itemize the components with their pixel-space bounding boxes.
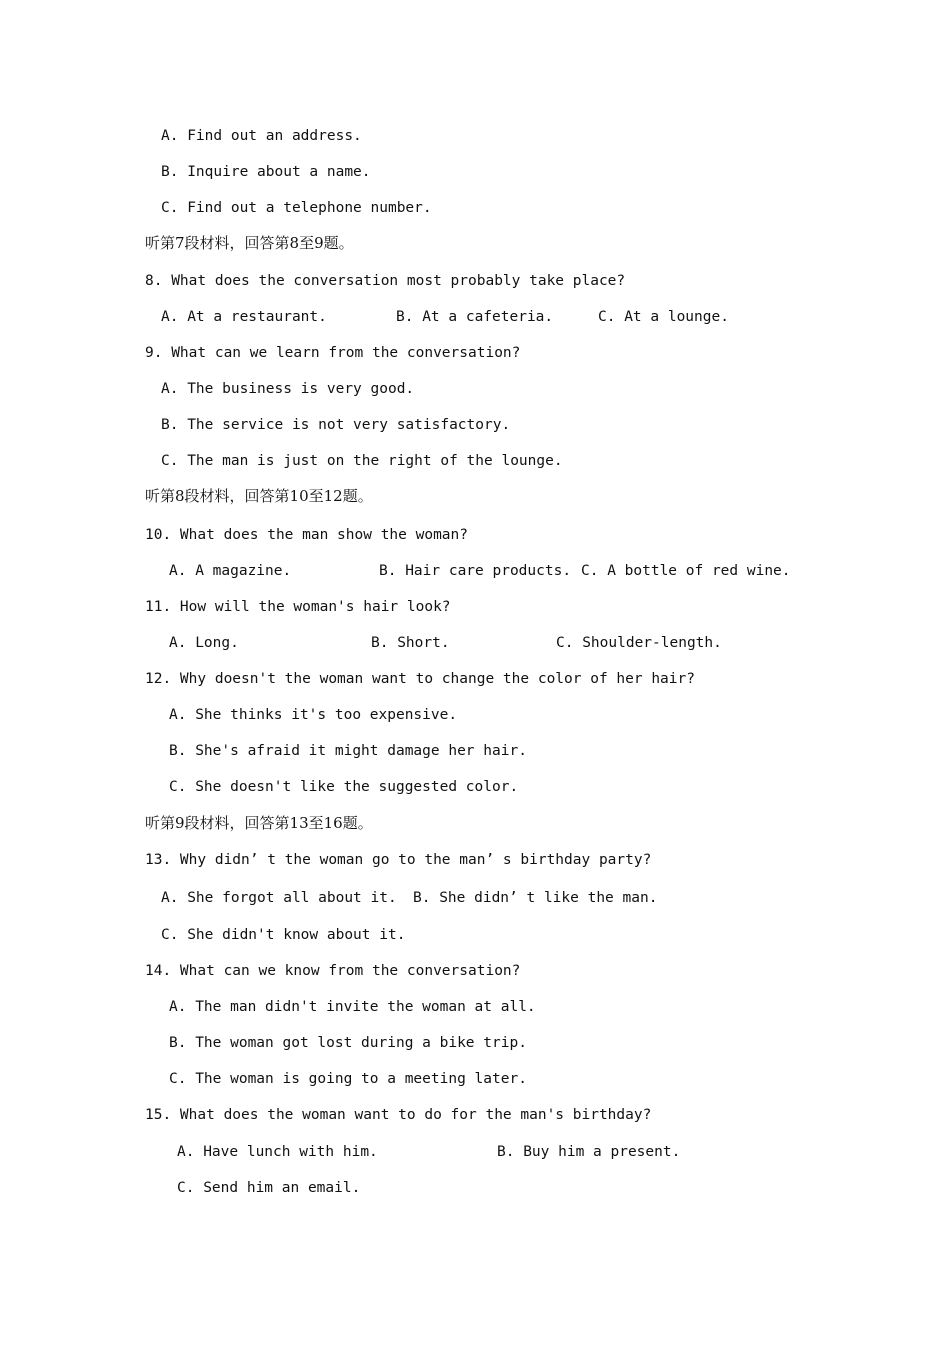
- question-11-option-a: A. Long.: [169, 635, 239, 651]
- line-7-option-b: B. Inquire about a name.: [161, 164, 371, 180]
- question-14-option-c: C. The woman is going to a meeting later.: [169, 1071, 527, 1087]
- question-13-option-c: C. She didn't know about it.: [161, 927, 406, 943]
- question-11-option-c: C. Shoulder-length.: [556, 635, 722, 651]
- question-8: 8. What does the conversation most probably take place?: [145, 273, 626, 289]
- section-heading-8: 听第8段材料，回答第10至12题。: [145, 487, 373, 505]
- question-12-option-b: B. She's afraid it might damage her hair.: [169, 743, 527, 759]
- question-11: 11. How will the woman's hair look?: [145, 599, 451, 615]
- line-7-option-c: C. Find out a telephone number.: [161, 200, 432, 216]
- question-10-option-a: A. A magazine.: [169, 563, 292, 579]
- section-heading-9: 听第9段材料，回答第13至16题。: [145, 814, 373, 832]
- question-11-option-b: B. Short.: [371, 635, 450, 651]
- question-8-option-c: C. At a lounge.: [598, 309, 729, 325]
- question-12-option-a: A. She thinks it's too expensive.: [169, 707, 458, 723]
- question-12-option-c: C. She doesn't like the suggested color.: [169, 779, 519, 795]
- question-10-option-c: C. A bottle of red wine.: [581, 563, 791, 579]
- question-8-option-a: A. At a restaurant.: [161, 309, 327, 325]
- question-10: 10. What does the man show the woman?: [145, 527, 469, 543]
- question-9-option-c: C. The man is just on the right of the lounge.: [161, 453, 563, 469]
- question-13-option-b: B. She didn’ t like the man.: [413, 890, 658, 906]
- question-14-option-b: B. The woman got lost during a bike trip.: [169, 1035, 527, 1051]
- question-9-option-b: B. The service is not very satisfactory.: [161, 417, 511, 433]
- question-9: 9. What can we learn from the conversation?: [145, 345, 521, 361]
- question-10-option-b: B. Hair care products.: [379, 563, 572, 579]
- question-14-option-a: A. The man didn't invite the woman at all.: [169, 999, 536, 1015]
- question-14: 14. What can we know from the conversation?: [145, 963, 521, 979]
- question-15-option-b: B. Buy him a present.: [497, 1144, 681, 1160]
- question-13: 13. Why didn’ t the woman go to the man’ s birthday party?: [145, 852, 652, 868]
- question-12: 12. Why doesn't the woman want to change the color of her hair?: [145, 671, 695, 687]
- question-15-option-c: C. Send him an email.: [177, 1180, 361, 1196]
- question-9-option-a: A. The business is very good.: [161, 381, 415, 397]
- question-15: 15. What does the woman want to do for the man's birthday?: [145, 1107, 652, 1123]
- question-8-option-b: B. At a cafeteria.: [396, 309, 554, 325]
- question-15-option-a: A. Have lunch with him.: [177, 1144, 378, 1160]
- question-13-option-a: A. She forgot all about it.: [161, 890, 397, 906]
- section-heading-7: 听第7段材料，回答第8至9题。: [145, 234, 354, 252]
- line-7-option-a: A. Find out an address.: [161, 128, 362, 144]
